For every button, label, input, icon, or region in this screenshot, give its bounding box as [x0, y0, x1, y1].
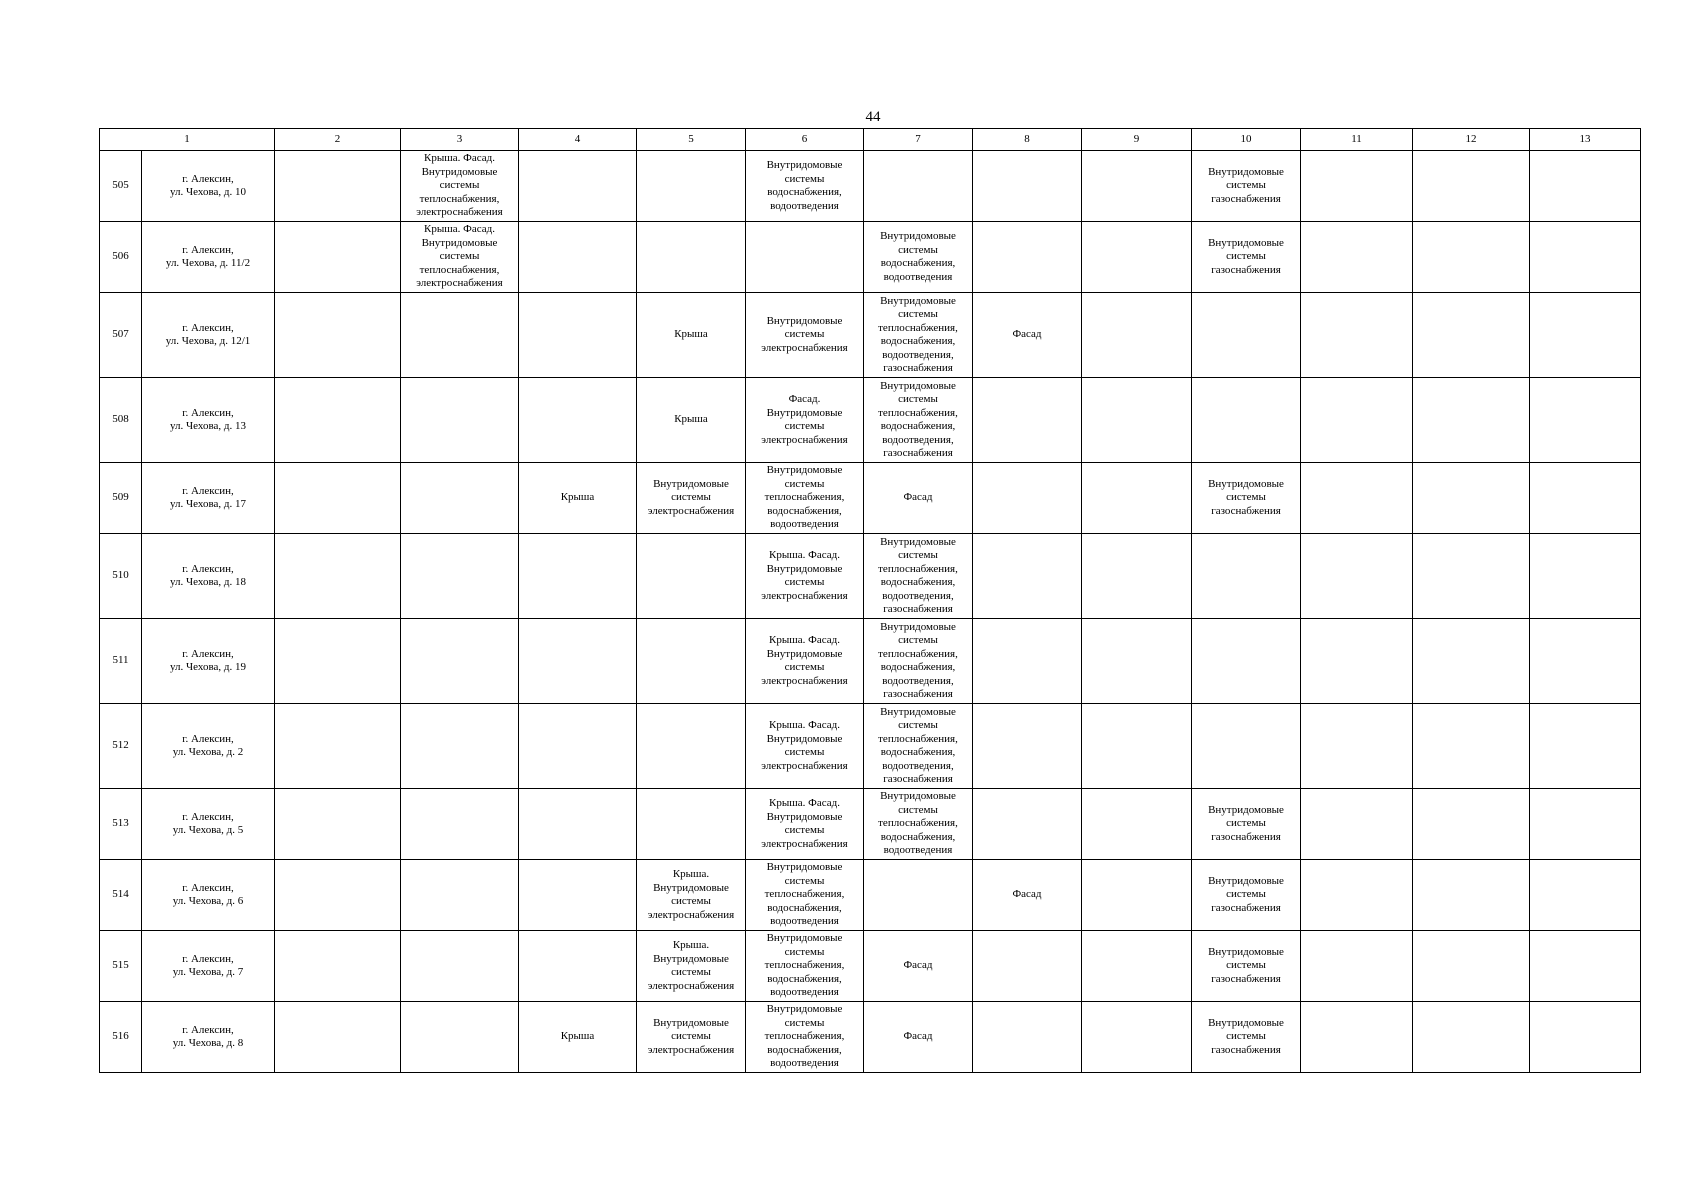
cell-col-2: [275, 1002, 401, 1073]
cell-col-6: Внутридомовые системы теплоснабжения, водоснабжения, водоотведения: [746, 931, 864, 1002]
cell-col-10: Внутридомовые системы газоснабжения: [1192, 789, 1301, 860]
cell-col-12: [1413, 293, 1530, 378]
cell-col-12: [1413, 619, 1530, 704]
column-number-header-row: [100, 129, 1641, 151]
address-cell: г. Алексин, ул. Чехова, д. 5: [142, 789, 275, 860]
cell-col-7: Внутридомовые системы теплоснабжения, водоснабжения, водоотведения: [864, 789, 973, 860]
cell-col-10: [1192, 378, 1301, 463]
cell-col-5: [637, 789, 746, 860]
column-header: 1: [100, 129, 275, 151]
cell-col-10: [1192, 619, 1301, 704]
cell-col-3: [401, 619, 519, 704]
cell-col-7: Внутридомовые системы теплоснабжения, водоснабжения, водоотведения, газоснабжения: [864, 704, 973, 789]
table-row: [100, 293, 1641, 378]
row-number: 515: [100, 931, 142, 1002]
cell-col-7: Внутридомовые системы теплоснабжения, водоснабжения, водоотведения, газоснабжения: [864, 378, 973, 463]
cell-col-6: Внутридомовые системы водоснабжения, водоотведения: [746, 151, 864, 222]
cell-col-3: Крыша. Фасад. Внутридомовые системы теплоснабжения, электроснабжения: [401, 222, 519, 293]
cell-col-12: [1413, 378, 1530, 463]
cell-col-13: [1530, 789, 1641, 860]
cell-col-5: Внутридомовые системы электроснабжения: [637, 463, 746, 534]
cell-col-6: Крыша. Фасад. Внутридомовые системы электроснабжения: [746, 534, 864, 619]
address-cell: г. Алексин, ул. Чехова, д. 7: [142, 931, 275, 1002]
table-row: [100, 931, 1641, 1002]
cell-col-4: [519, 619, 637, 704]
cell-col-4: Крыша: [519, 1002, 637, 1073]
cell-col-5: [637, 534, 746, 619]
cell-col-11: [1301, 860, 1413, 931]
cell-col-2: [275, 619, 401, 704]
cell-col-4: [519, 860, 637, 931]
cell-col-12: [1413, 931, 1530, 1002]
table-row: [100, 151, 1641, 222]
cell-col-3: [401, 463, 519, 534]
column-header: 6: [746, 129, 864, 151]
cell-col-11: [1301, 619, 1413, 704]
address-cell: г. Алексин, ул. Чехова, д. 10: [142, 151, 275, 222]
column-header: 9: [1082, 129, 1192, 151]
cell-col-2: [275, 534, 401, 619]
cell-col-8: Фасад: [973, 860, 1082, 931]
cell-col-9: [1082, 151, 1192, 222]
cell-col-5: Крыша: [637, 293, 746, 378]
cell-col-8: Фасад: [973, 293, 1082, 378]
cell-col-10: [1192, 293, 1301, 378]
cell-col-9: [1082, 931, 1192, 1002]
column-header: 2: [275, 129, 401, 151]
row-number: 513: [100, 789, 142, 860]
cell-col-11: [1301, 378, 1413, 463]
table-row: [100, 704, 1641, 789]
cell-col-3: [401, 293, 519, 378]
cell-col-2: [275, 463, 401, 534]
repair-schedule-table: [99, 128, 1641, 1073]
cell-col-2: [275, 293, 401, 378]
cell-col-11: [1301, 222, 1413, 293]
column-header: 10: [1192, 129, 1301, 151]
cell-col-7: Внутридомовые системы водоснабжения, водоотведения: [864, 222, 973, 293]
table-row: [100, 860, 1641, 931]
table-row: [100, 378, 1641, 463]
cell-col-2: [275, 931, 401, 1002]
cell-col-13: [1530, 151, 1641, 222]
cell-col-12: [1413, 222, 1530, 293]
cell-col-5: Крыша. Внутридомовые системы электроснабжения: [637, 931, 746, 1002]
column-header: 12: [1413, 129, 1530, 151]
column-header: 8: [973, 129, 1082, 151]
row-number: 505: [100, 151, 142, 222]
cell-col-3: [401, 860, 519, 931]
cell-col-12: [1413, 151, 1530, 222]
cell-col-3: [401, 378, 519, 463]
cell-col-6: Крыша. Фасад. Внутридомовые системы электроснабжения: [746, 619, 864, 704]
cell-col-6: Фасад. Внутридомовые системы электроснабжения: [746, 378, 864, 463]
cell-col-11: [1301, 293, 1413, 378]
cell-col-2: [275, 860, 401, 931]
row-number: 512: [100, 704, 142, 789]
cell-col-5: Крыша: [637, 378, 746, 463]
cell-col-4: [519, 222, 637, 293]
cell-col-12: [1413, 789, 1530, 860]
row-number: 508: [100, 378, 142, 463]
cell-col-7: Внутридомовые системы теплоснабжения, водоснабжения, водоотведения, газоснабжения: [864, 619, 973, 704]
cell-col-2: [275, 704, 401, 789]
cell-col-9: [1082, 378, 1192, 463]
cell-col-9: [1082, 534, 1192, 619]
cell-col-8: [973, 789, 1082, 860]
column-header: 7: [864, 129, 973, 151]
cell-col-6: Внутридомовые системы теплоснабжения, водоснабжения, водоотведения: [746, 1002, 864, 1073]
table-row: [100, 534, 1641, 619]
cell-col-3: Крыша. Фасад. Внутридомовые системы теплоснабжения, электроснабжения: [401, 151, 519, 222]
cell-col-9: [1082, 789, 1192, 860]
cell-col-10: Внутридомовые системы газоснабжения: [1192, 860, 1301, 931]
cell-col-11: [1301, 463, 1413, 534]
cell-col-12: [1413, 1002, 1530, 1073]
cell-col-13: [1530, 704, 1641, 789]
cell-col-13: [1530, 619, 1641, 704]
cell-col-3: [401, 704, 519, 789]
cell-col-12: [1413, 704, 1530, 789]
cell-col-13: [1530, 293, 1641, 378]
cell-col-3: [401, 931, 519, 1002]
cell-col-11: [1301, 704, 1413, 789]
address-cell: г. Алексин, ул. Чехова, д. 13: [142, 378, 275, 463]
cell-col-9: [1082, 463, 1192, 534]
cell-col-6: Внутридомовые системы теплоснабжения, водоснабжения, водоотведения: [746, 860, 864, 931]
table-row: [100, 1002, 1641, 1073]
cell-col-8: [973, 222, 1082, 293]
row-number: 511: [100, 619, 142, 704]
cell-col-13: [1530, 378, 1641, 463]
table-row: [100, 789, 1641, 860]
cell-col-5: [637, 151, 746, 222]
cell-col-10: [1192, 704, 1301, 789]
cell-col-6: Внутридомовые системы теплоснабжения, водоснабжения, водоотведения: [746, 463, 864, 534]
column-header: 5: [637, 129, 746, 151]
cell-col-6: [746, 222, 864, 293]
address-cell: г. Алексин, ул. Чехова, д. 17: [142, 463, 275, 534]
cell-col-9: [1082, 860, 1192, 931]
cell-col-12: [1413, 860, 1530, 931]
row-number: 514: [100, 860, 142, 931]
row-number: 510: [100, 534, 142, 619]
cell-col-6: Крыша. Фасад. Внутридомовые системы электроснабжения: [746, 789, 864, 860]
cell-col-3: [401, 789, 519, 860]
table-row: [100, 619, 1641, 704]
cell-col-8: [973, 704, 1082, 789]
address-cell: г. Алексин, ул. Чехова, д. 8: [142, 1002, 275, 1073]
cell-col-13: [1530, 222, 1641, 293]
cell-col-4: [519, 151, 637, 222]
column-header: 11: [1301, 129, 1413, 151]
address-cell: г. Алексин, ул. Чехова, д. 2: [142, 704, 275, 789]
cell-col-10: Внутридомовые системы газоснабжения: [1192, 151, 1301, 222]
cell-col-11: [1301, 151, 1413, 222]
cell-col-13: [1530, 534, 1641, 619]
cell-col-11: [1301, 534, 1413, 619]
cell-col-9: [1082, 704, 1192, 789]
cell-col-5: [637, 704, 746, 789]
address-cell: г. Алексин, ул. Чехова, д. 6: [142, 860, 275, 931]
cell-col-5: [637, 619, 746, 704]
cell-col-8: [973, 931, 1082, 1002]
address-cell: г. Алексин, ул. Чехова, д. 18: [142, 534, 275, 619]
cell-col-7: Фасад: [864, 931, 973, 1002]
row-number: 516: [100, 1002, 142, 1073]
cell-col-2: [275, 222, 401, 293]
cell-col-11: [1301, 931, 1413, 1002]
cell-col-9: [1082, 1002, 1192, 1073]
cell-col-6: Крыша. Фасад. Внутридомовые системы электроснабжения: [746, 704, 864, 789]
cell-col-13: [1530, 931, 1641, 1002]
column-header: 4: [519, 129, 637, 151]
cell-col-7: [864, 860, 973, 931]
cell-col-7: Фасад: [864, 1002, 973, 1073]
cell-col-7: Внутридомовые системы теплоснабжения, водоснабжения, водоотведения, газоснабжения: [864, 293, 973, 378]
cell-col-4: Крыша: [519, 463, 637, 534]
cell-col-3: [401, 534, 519, 619]
cell-col-12: [1413, 463, 1530, 534]
cell-col-8: [973, 378, 1082, 463]
row-number: 509: [100, 463, 142, 534]
address-cell: г. Алексин, ул. Чехова, д. 19: [142, 619, 275, 704]
cell-col-9: [1082, 222, 1192, 293]
cell-col-5: Крыша. Внутридомовые системы электроснабжения: [637, 860, 746, 931]
row-number: 506: [100, 222, 142, 293]
cell-col-10: [1192, 534, 1301, 619]
cell-col-2: [275, 151, 401, 222]
address-cell: г. Алексин, ул. Чехова, д. 12/1: [142, 293, 275, 378]
cell-col-11: [1301, 789, 1413, 860]
cell-col-8: [973, 534, 1082, 619]
cell-col-4: [519, 534, 637, 619]
cell-col-13: [1530, 1002, 1641, 1073]
cell-col-8: [973, 151, 1082, 222]
cell-col-10: Внутридомовые системы газоснабжения: [1192, 222, 1301, 293]
table-row: [100, 463, 1641, 534]
cell-col-4: [519, 931, 637, 1002]
cell-col-13: [1530, 860, 1641, 931]
cell-col-8: [973, 619, 1082, 704]
cell-col-10: Внутридомовые системы газоснабжения: [1192, 931, 1301, 1002]
column-header: 3: [401, 129, 519, 151]
cell-col-4: [519, 378, 637, 463]
cell-col-2: [275, 789, 401, 860]
cell-col-7: Фасад: [864, 463, 973, 534]
cell-col-4: [519, 293, 637, 378]
cell-col-13: [1530, 463, 1641, 534]
cell-col-10: Внутридомовые системы газоснабжения: [1192, 1002, 1301, 1073]
column-header: 13: [1530, 129, 1641, 151]
cell-col-5: Внутридомовые системы электроснабжения: [637, 1002, 746, 1073]
cell-col-6: Внутридомовые системы электроснабжения: [746, 293, 864, 378]
cell-col-7: [864, 151, 973, 222]
cell-col-4: [519, 704, 637, 789]
cell-col-9: [1082, 619, 1192, 704]
cell-col-5: [637, 222, 746, 293]
cell-col-12: [1413, 534, 1530, 619]
address-cell: г. Алексин, ул. Чехова, д. 11/2: [142, 222, 275, 293]
cell-col-8: [973, 1002, 1082, 1073]
row-number: 507: [100, 293, 142, 378]
cell-col-8: [973, 463, 1082, 534]
cell-col-7: Внутридомовые системы теплоснабжения, водоснабжения, водоотведения, газоснабжения: [864, 534, 973, 619]
cell-col-2: [275, 378, 401, 463]
cell-col-4: [519, 789, 637, 860]
table-row: [100, 222, 1641, 293]
cell-col-3: [401, 1002, 519, 1073]
cell-col-9: [1082, 293, 1192, 378]
cell-col-11: [1301, 1002, 1413, 1073]
page-number: 44: [865, 109, 881, 125]
cell-col-10: Внутридомовые системы газоснабжения: [1192, 463, 1301, 534]
